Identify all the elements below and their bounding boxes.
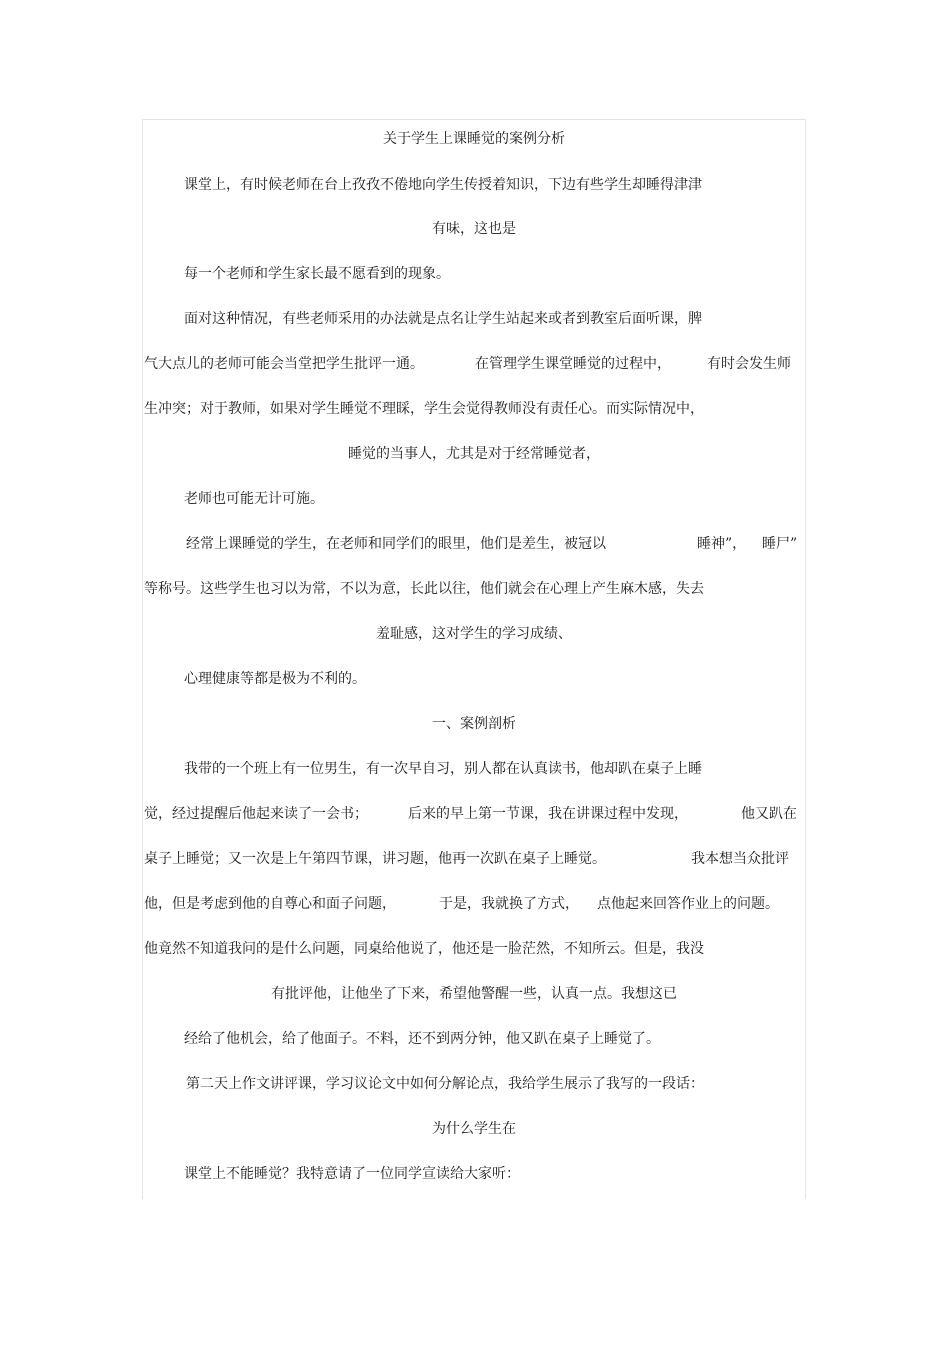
text-line: 生冲突；对于教师，如果对学生睡觉不理睬，学生会觉得教师没有责任心。而实际情况中，	[144, 401, 704, 417]
text-line: 羞耻感，这对学生的学习成绩、	[376, 626, 572, 642]
text-line: 他竟然不知道我问的是什么问题，同桌给他说了，他还是一脸茫然，不知所云。但是，我没	[144, 941, 704, 957]
text-line: 第二天上作文讲评课，学习议论文中如何分解论点，我给学生展示了我写的一段话：	[186, 1076, 704, 1092]
text-line: 于是，我就换了方式，	[439, 896, 579, 912]
text-line: 睡神”，	[697, 536, 747, 552]
text-line: 我带的一个班上有一位男生，有一次早自习，别人都在认真读书，他却趴在桌子上睡	[184, 761, 702, 777]
text-line: 课堂上，有时候老师在台上孜孜不倦地向学生传授着知识，下边有些学生却睡得津津	[184, 177, 702, 193]
text-line: 在管理学生课堂睡觉的过程中，	[475, 356, 671, 372]
section-heading: 一、案例剖析	[432, 716, 516, 732]
text-line: 气大点儿的老师可能会当堂把学生批评一通。	[144, 356, 424, 372]
text-line: 觉，经过提醒后他起来读了一会书；	[144, 806, 368, 822]
text-line: 每一个老师和学生家长最不愿看到的现象。	[184, 266, 450, 282]
text-line: 面对这种情况，有些老师采用的办法就是点名让学生站起来或者到教室后面听课，脾	[184, 311, 702, 327]
text-line: 有时会发生师	[707, 356, 791, 372]
text-line: 有味，这也是	[432, 221, 516, 237]
text-line: 后来的早上第一节课，我在讲课过程中发现，	[408, 806, 688, 822]
text-line: 他，但是考虑到他的自尊心和面子问题，	[144, 896, 396, 912]
text-line: 桌子上睡觉；又一次是上午第四节课，讲习题，他再一次趴在桌子上睡觉。	[144, 851, 606, 867]
text-line: 睡觉的当事人，尤其是对于经常睡觉者，	[348, 446, 600, 462]
text-line: 心理健康等都是极为不利的。	[184, 671, 366, 687]
text-line: 有批评他，让他坐了下来，希望他警醒一些，认真一点。我想这已	[271, 986, 677, 1002]
text-line: 经常上课睡觉的学生，在老师和同学们的眼里，他们是差生，被冠以	[186, 536, 606, 552]
text-line: 课堂上不能睡觉？我特意请了一位同学宣读给大家听：	[184, 1166, 520, 1182]
text-line: 他又趴在	[741, 806, 797, 822]
text-line: 点他起来回答作业上的问题。	[597, 896, 779, 912]
text-line: 老师也可能无计可施。	[184, 491, 324, 507]
text-line: 睡尸”	[762, 536, 798, 552]
text-line: 等称号。这些学生也习以为常，不以为意，长此以往，他们就会在心理上产生麻木感，失去	[144, 581, 704, 597]
text-line: 我本想当众批评	[691, 851, 789, 867]
document-title: 关于学生上课睡觉的案例分析	[383, 131, 565, 147]
text-line: 经给了他机会，给了他面子。不料，还不到两分钟，他又趴在桌子上睡觉了。	[184, 1031, 660, 1047]
text-line: 为什么学生在	[432, 1121, 516, 1137]
